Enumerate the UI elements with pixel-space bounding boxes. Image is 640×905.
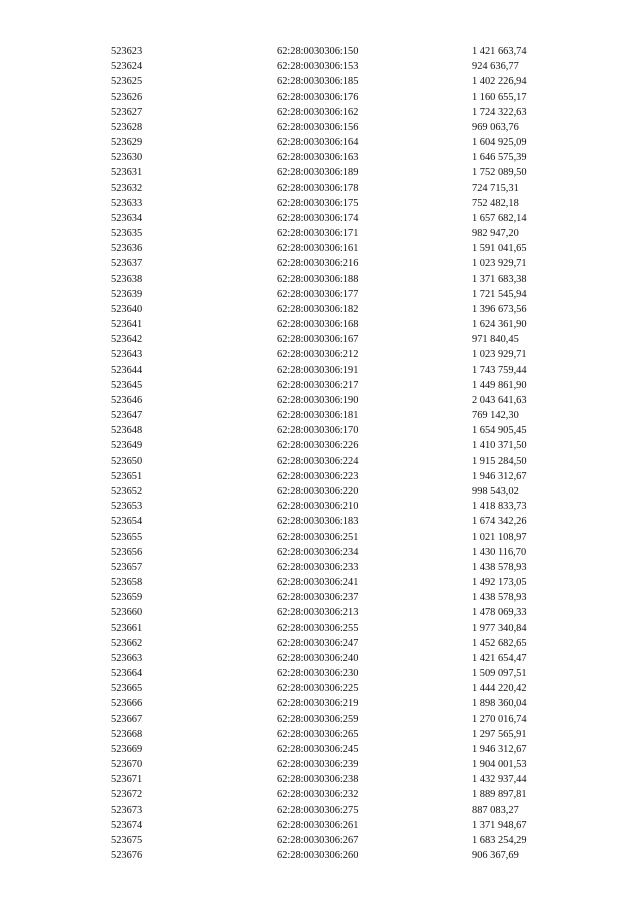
table-row <box>0 727 640 742</box>
cadastral-value: 1 396 673,56 <box>472 303 527 315</box>
table-row <box>0 378 640 393</box>
table-row <box>0 181 640 196</box>
cadastral-value: 1 418 833,73 <box>472 501 527 513</box>
cadastral-number: 62:28:0030306:239 <box>277 759 359 771</box>
table-row <box>0 514 640 529</box>
cadastral-number: 62:28:0030306:233 <box>277 561 359 573</box>
cadastral-number: 62:28:0030306:175 <box>277 197 359 209</box>
row-number: 523657 <box>111 561 143 573</box>
cadastral-number: 62:28:0030306:225 <box>277 683 359 695</box>
table-row <box>0 590 640 605</box>
cadastral-value: 1 410 371,50 <box>472 440 527 452</box>
cadastral-value: 1 023 929,71 <box>472 349 527 361</box>
cadastral-number: 62:28:0030306:189 <box>277 167 359 179</box>
table-row <box>0 408 640 423</box>
table-row <box>0 317 640 332</box>
table-row <box>0 484 640 499</box>
row-number: 523651 <box>111 470 143 482</box>
table-row <box>0 848 640 863</box>
cadastral-number: 62:28:0030306:251 <box>277 531 359 543</box>
cadastral-value: 1 674 342,26 <box>472 516 527 528</box>
cadastral-value: 1 270 016,74 <box>472 713 527 725</box>
cadastral-value: 1 371 683,38 <box>472 273 527 285</box>
table-row <box>0 469 640 484</box>
cadastral-number: 62:28:0030306:260 <box>277 850 359 862</box>
row-number: 523652 <box>111 485 143 497</box>
cadastral-number: 62:28:0030306:223 <box>277 470 359 482</box>
cadastral-value: 724 715,31 <box>472 182 519 194</box>
row-number: 523654 <box>111 516 143 528</box>
cadastral-number: 62:28:0030306:265 <box>277 728 359 740</box>
table-row <box>0 666 640 681</box>
row-number: 523676 <box>111 850 143 862</box>
table-row <box>0 120 640 135</box>
cadastral-number: 62:28:0030306:247 <box>277 637 359 649</box>
cadastral-value: 1 752 089,50 <box>472 167 527 179</box>
table-row <box>0 347 640 362</box>
cadastral-value: 1 452 682,65 <box>472 637 527 649</box>
row-number: 523643 <box>111 349 143 361</box>
cadastral-number: 62:28:0030306:183 <box>277 516 359 528</box>
cadastral-value: 1 624 361,90 <box>472 319 527 331</box>
cadastral-number: 62:28:0030306:161 <box>277 243 359 255</box>
cadastral-value: 1 646 575,39 <box>472 152 527 164</box>
table-row <box>0 575 640 590</box>
row-number: 523638 <box>111 273 143 285</box>
row-number: 523658 <box>111 577 143 589</box>
cadastral-number: 62:28:0030306:177 <box>277 288 359 300</box>
row-number: 523671 <box>111 774 143 786</box>
cadastral-number: 62:28:0030306:219 <box>277 698 359 710</box>
row-number: 523662 <box>111 637 143 649</box>
cadastral-value: 1 743 759,44 <box>472 364 527 376</box>
table-row <box>0 605 640 620</box>
cadastral-number: 62:28:0030306:237 <box>277 592 359 604</box>
cadastral-value: 1 492 173,05 <box>472 577 527 589</box>
cadastral-number: 62:28:0030306:210 <box>277 501 359 513</box>
row-number: 523649 <box>111 440 143 452</box>
cadastral-number: 62:28:0030306:153 <box>277 61 359 73</box>
row-number: 523672 <box>111 789 143 801</box>
row-number: 523659 <box>111 592 143 604</box>
data-table <box>0 44 640 863</box>
cadastral-value: 1 478 069,33 <box>472 607 527 619</box>
table-row <box>0 287 640 302</box>
cadastral-value: 1 021 108,97 <box>472 531 527 543</box>
cadastral-value: 1 898 360,04 <box>472 698 527 710</box>
table-row <box>0 302 640 317</box>
table-row <box>0 196 640 211</box>
table-row <box>0 241 640 256</box>
row-number: 523626 <box>111 91 143 103</box>
cadastral-value: 971 840,45 <box>472 334 519 346</box>
row-number: 523650 <box>111 455 143 467</box>
cadastral-value: 1 421 663,74 <box>472 46 527 57</box>
cadastral-value: 1 904 001,53 <box>472 759 527 771</box>
cadastral-value: 1 604 925,09 <box>472 137 527 149</box>
row-number: 523660 <box>111 607 143 619</box>
row-number: 523666 <box>111 698 143 710</box>
table-row <box>0 818 640 833</box>
table-row <box>0 393 640 408</box>
cadastral-value: 1 683 254,29 <box>472 834 527 846</box>
row-number: 523655 <box>111 531 143 543</box>
row-number: 523644 <box>111 364 143 376</box>
cadastral-value: 1 421 654,47 <box>472 652 527 664</box>
table-row <box>0 803 640 818</box>
table-row <box>0 438 640 453</box>
cadastral-number: 62:28:0030306:216 <box>277 258 359 270</box>
table-row <box>0 621 640 636</box>
row-number: 523637 <box>111 258 143 270</box>
cadastral-number: 62:28:0030306:188 <box>277 273 359 285</box>
row-number: 523648 <box>111 425 143 437</box>
table-row <box>0 696 640 711</box>
table-row <box>0 165 640 180</box>
cadastral-number: 62:28:0030306:178 <box>277 182 359 194</box>
cadastral-value: 1 023 929,71 <box>472 258 527 270</box>
row-number: 523635 <box>111 228 143 240</box>
cadastral-number: 62:28:0030306:241 <box>277 577 359 589</box>
table-row <box>0 423 640 438</box>
cadastral-value: 1 444 220,42 <box>472 683 527 695</box>
row-number: 523625 <box>111 76 143 88</box>
cadastral-number: 62:28:0030306:171 <box>277 228 359 240</box>
row-number: 523664 <box>111 668 143 680</box>
cadastral-number: 62:28:0030306:259 <box>277 713 359 725</box>
cadastral-value: 906 367,69 <box>472 850 519 862</box>
cadastral-value: 1 509 097,51 <box>472 668 527 680</box>
table-row <box>0 90 640 105</box>
table-row <box>0 135 640 150</box>
cadastral-number: 62:28:0030306:261 <box>277 819 359 831</box>
cadastral-number: 62:28:0030306:176 <box>277 91 359 103</box>
row-number: 523642 <box>111 334 143 346</box>
row-number: 523630 <box>111 152 143 164</box>
row-number: 523674 <box>111 819 143 831</box>
cadastral-number: 62:28:0030306:267 <box>277 834 359 846</box>
cadastral-number: 62:28:0030306:220 <box>277 485 359 497</box>
table-row <box>0 530 640 545</box>
row-number: 523631 <box>111 167 143 179</box>
table-row <box>0 499 640 514</box>
cadastral-number: 62:28:0030306:217 <box>277 379 359 391</box>
cadastral-value: 924 636,77 <box>472 61 519 73</box>
row-number: 523640 <box>111 303 143 315</box>
cadastral-value: 1 371 948,67 <box>472 819 527 831</box>
cadastral-value: 1 449 861,90 <box>472 379 527 391</box>
cadastral-number: 62:28:0030306:245 <box>277 743 359 755</box>
row-number: 523656 <box>111 546 143 558</box>
cadastral-value: 1 977 340,84 <box>472 622 527 634</box>
cadastral-value: 1 654 905,45 <box>472 425 527 437</box>
table-row <box>0 44 640 59</box>
cadastral-number: 62:28:0030306:232 <box>277 789 359 801</box>
cadastral-number: 62:28:0030306:150 <box>277 46 359 57</box>
table-row <box>0 833 640 848</box>
row-number: 523670 <box>111 759 143 771</box>
cadastral-number: 62:28:0030306:182 <box>277 303 359 315</box>
table-row <box>0 105 640 120</box>
cadastral-value: 1 297 565,91 <box>472 728 527 740</box>
cadastral-number: 62:28:0030306:230 <box>277 668 359 680</box>
cadastral-value: 1 915 284,50 <box>472 455 527 467</box>
cadastral-value: 1 657 682,14 <box>472 212 527 224</box>
cadastral-value: 1 402 226,94 <box>472 76 527 88</box>
cadastral-value: 1 160 655,17 <box>472 91 527 103</box>
row-number: 523665 <box>111 683 143 695</box>
table-row <box>0 651 640 666</box>
table-row <box>0 363 640 378</box>
table-row <box>0 332 640 347</box>
table-row <box>0 226 640 241</box>
row-number: 523667 <box>111 713 143 725</box>
row-number: 523668 <box>111 728 143 740</box>
table-row <box>0 560 640 575</box>
table-row <box>0 272 640 287</box>
row-number: 523673 <box>111 804 143 816</box>
table-row <box>0 454 640 469</box>
cadastral-number: 62:28:0030306:170 <box>277 425 359 437</box>
table-row <box>0 59 640 74</box>
cadastral-number: 62:28:0030306:212 <box>277 349 359 361</box>
cadastral-number: 62:28:0030306:240 <box>277 652 359 664</box>
row-number: 523623 <box>111 46 143 57</box>
row-number: 523634 <box>111 212 143 224</box>
cadastral-value: 982 947,20 <box>472 228 519 240</box>
table-row <box>0 681 640 696</box>
row-number: 523641 <box>111 319 143 331</box>
cadastral-number: 62:28:0030306:190 <box>277 394 359 406</box>
table-row <box>0 712 640 727</box>
table-row <box>0 787 640 802</box>
cadastral-value: 969 063,76 <box>472 121 519 133</box>
cadastral-number: 62:28:0030306:238 <box>277 774 359 786</box>
cadastral-value: 1 721 545,94 <box>472 288 527 300</box>
row-number: 523661 <box>111 622 143 634</box>
row-number: 523646 <box>111 394 143 406</box>
cadastral-number: 62:28:0030306:275 <box>277 804 359 816</box>
cadastral-number: 62:28:0030306:191 <box>277 364 359 376</box>
row-number: 523636 <box>111 243 143 255</box>
row-number: 523633 <box>111 197 143 209</box>
cadastral-number: 62:28:0030306:255 <box>277 622 359 634</box>
cadastral-number: 62:28:0030306:226 <box>277 440 359 452</box>
row-number: 523675 <box>111 834 143 846</box>
cadastral-value: 1 432 937,44 <box>472 774 527 786</box>
cadastral-number: 62:28:0030306:164 <box>277 137 359 149</box>
cadastral-number: 62:28:0030306:167 <box>277 334 359 346</box>
cadastral-value: 1 724 322,63 <box>472 106 527 118</box>
cadastral-number: 62:28:0030306:162 <box>277 106 359 118</box>
cadastral-value: 1 889 897,81 <box>472 789 527 801</box>
cadastral-number: 62:28:0030306:168 <box>277 319 359 331</box>
table-row <box>0 211 640 226</box>
table-row <box>0 545 640 560</box>
row-number: 523647 <box>111 410 143 422</box>
row-number: 523645 <box>111 379 143 391</box>
cadastral-value: 1 591 041,65 <box>472 243 527 255</box>
row-number: 523627 <box>111 106 143 118</box>
cadastral-number: 62:28:0030306:224 <box>277 455 359 467</box>
cadastral-number: 62:28:0030306:163 <box>277 152 359 164</box>
cadastral-number: 62:28:0030306:156 <box>277 121 359 133</box>
cadastral-value: 1 438 578,93 <box>472 592 527 604</box>
cadastral-value: 1 430 116,70 <box>472 546 527 558</box>
table-row <box>0 742 640 757</box>
row-number: 523629 <box>111 137 143 149</box>
cadastral-value: 769 142,30 <box>472 410 519 422</box>
table-row <box>0 74 640 89</box>
cadastral-value: 887 083,27 <box>472 804 519 816</box>
cadastral-value: 1 946 312,67 <box>472 743 527 755</box>
cadastral-value: 1 438 578,93 <box>472 561 527 573</box>
table-row <box>0 636 640 651</box>
cadastral-number: 62:28:0030306:234 <box>277 546 359 558</box>
table-row <box>0 150 640 165</box>
cadastral-value: 752 482,18 <box>472 197 519 209</box>
table-row <box>0 757 640 772</box>
cadastral-number: 62:28:0030306:174 <box>277 212 359 224</box>
row-number: 523669 <box>111 743 143 755</box>
cadastral-number: 62:28:0030306:181 <box>277 410 359 422</box>
row-number: 523653 <box>111 501 143 513</box>
table-row <box>0 256 640 271</box>
row-number: 523632 <box>111 182 143 194</box>
cadastral-number: 62:28:0030306:185 <box>277 76 359 88</box>
cadastral-number: 62:28:0030306:213 <box>277 607 359 619</box>
table-row <box>0 772 640 787</box>
row-number: 523663 <box>111 652 143 664</box>
cadastral-value: 998 543,02 <box>472 485 519 497</box>
row-number: 523639 <box>111 288 143 300</box>
cadastral-value: 2 043 641,63 <box>472 394 527 406</box>
row-number: 523624 <box>111 61 143 73</box>
row-number: 523628 <box>111 121 143 133</box>
cadastral-value: 1 946 312,67 <box>472 470 527 482</box>
